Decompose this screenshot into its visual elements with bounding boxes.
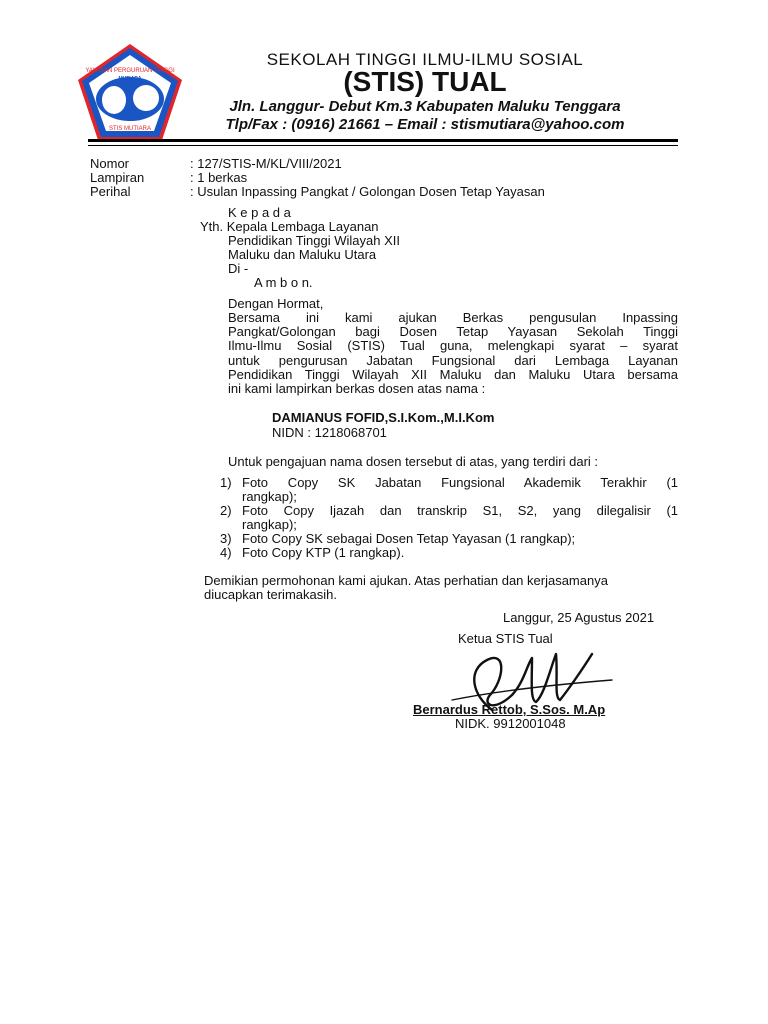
recipient-line4: Di - [228,261,249,276]
recipient-line1: Yth. Kepala Lembaga Layanan [200,219,379,234]
recipient-line2: Pendidikan Tinggi Wilayah XII [228,233,400,248]
recipient-line3: Maluku dan Maluku Utara [228,247,377,262]
salutation: Dengan Hormat, [228,296,324,311]
closing-line: diucapkan terimakasih. [204,587,337,602]
nomor-value: : 127/STIS-M/KL/VIII/2021 [190,156,342,171]
paragraph-line: Pendidikan Tinggi Wilayah XII Maluku dan Maluku Utara bersama [228,367,678,382]
paragraph-line: untuk pengurusan Jabatan Fungsional dari Lembaga Layanan [228,353,678,368]
place-date: Langgur, 25 Agustus 2021 [503,610,655,625]
institution-contact: Tlp/Fax : (0916) 21661 – Email : stismutiara@yahoo.com [225,116,625,133]
institution-short-name: (STIS) TUAL [343,66,507,97]
recipient-line5: A m b o n. [254,275,313,290]
list-item-text: Foto Copy SK Jabatan Fungsional Akademik Terakhir (1 [242,475,678,490]
signer-role: Ketua STIS Tual [458,631,553,646]
list-item-text: Foto Copy SK sebagai Dosen Tetap Yayasan (1 rangkap); [242,531,576,546]
perihal-label: Perihal [90,184,131,199]
list-item-number: 3) [220,531,232,546]
letterhead-divider-thick [88,139,678,142]
dosen-name: DAMIANUS FOFID,S.I.Kom.,M.I.Kom [272,410,495,425]
institution-address: Jln. Langgur- Debut Km.3 Kabupaten Maluku Tenggara [229,98,621,115]
paragraph-line: Ilmu-Ilmu Sosial (STIS) Tual guna, melengkapi syarat – syarat [228,338,678,353]
closing-line: Demikian permohonan kami ajukan. Atas perhatian dan kerjasamanya [204,573,608,588]
logo-center-text: MUTIARA [118,76,142,82]
list-item-number: 1) [220,475,232,490]
paragraph-line: ini kami lampirkan berkas dosen atas nama : [228,381,486,396]
perihal-value: : Usulan Inpassing Pangkat / Golongan Dosen Tetap Yayasan [190,184,545,199]
signer-name: Bernardus Rettob, S.Sos. M.Ap [413,702,606,717]
paragraph-line: Bersama ini kami ajukan Berkas pengusulan Inpassing [228,310,678,325]
letterhead-divider-thin [88,145,678,146]
dosen-nidn: NIDN : 1218068701 [272,425,387,440]
list-item-text-cont: rangkap); [242,489,297,504]
list-item-text: Foto Copy Ijazah dan transkrip S1, S2, yang dilegalisir (1 [242,503,678,518]
logo-top-text: YAYASAN PERGURUAN TINGGI [85,68,175,74]
signer-nidk: NIDK. 9912001048 [455,716,566,731]
list-item-text-cont: rangkap); [242,517,297,532]
recipient-kepada: K e p a d a [228,205,291,220]
lampiran-value: : 1 berkas [190,170,248,185]
institution-logo [76,42,184,142]
list-item-text: Foto Copy KTP (1 rangkap). [242,545,405,560]
lampiran-label: Lampiran [90,170,145,185]
list-intro: Untuk pengajuan nama dosen tersebut di atas, yang terdiri dari : [228,454,599,469]
nomor-label: Nomor [90,156,130,171]
institution-name: SEKOLAH TINGGI ILMU-ILMU SOSIAL [266,50,584,69]
logo-center-text2: TUAL [123,83,137,89]
list-item-number: 4) [220,545,232,560]
list-item-number: 2) [220,503,232,518]
paragraph-line: Pangkat/Golongan bagi Dosen Tetap Yayasan Sekolah Tinggi [228,324,678,339]
logo-bottom-text: STIS MUTIARA [108,126,152,132]
